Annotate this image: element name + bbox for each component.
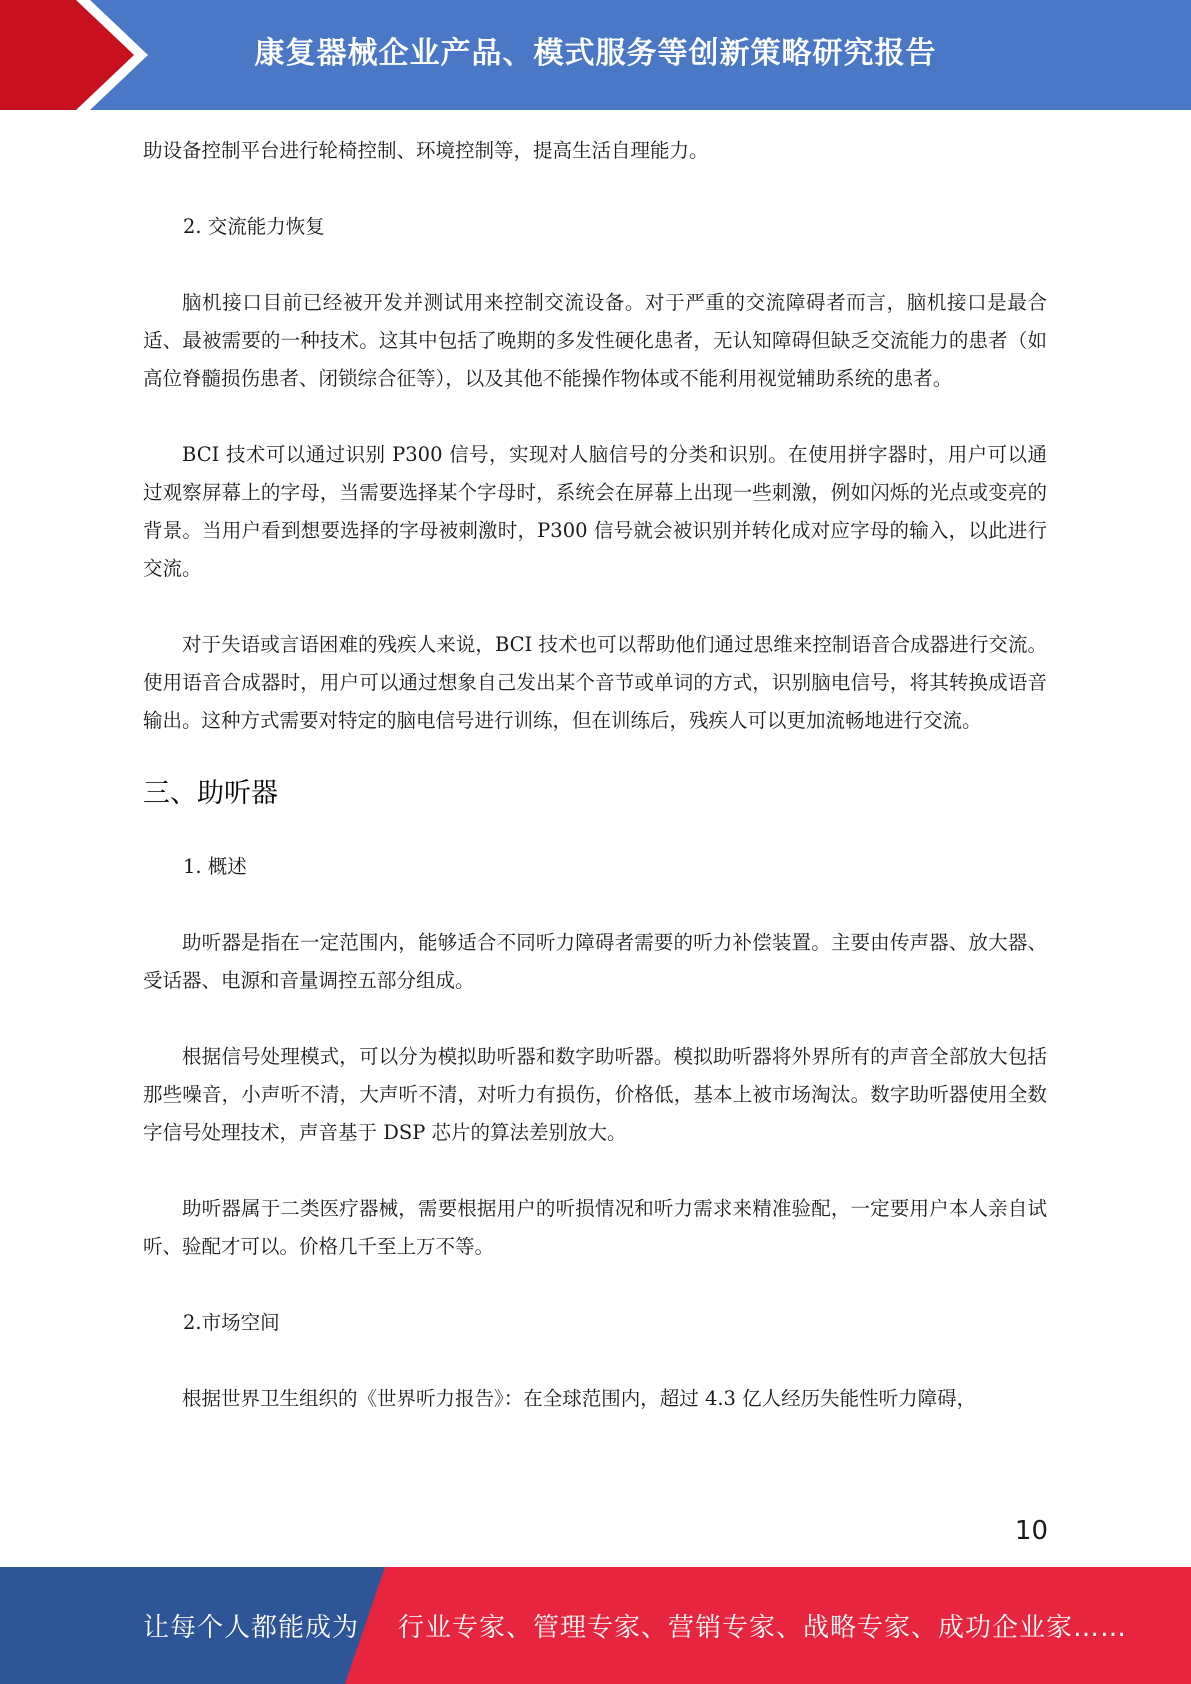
subheading-communication: 2. 交流能力恢复 [183,215,325,238]
page-header [0,0,1191,110]
page-body [143,132,1047,1418]
paragraph: 助设备控制平台进行轮椅控制、环境控制等，提高生活自理能力。 [143,139,709,162]
subheading-overview: 1. 概述 [183,855,247,878]
paragraph: 助听器属于二类医疗器械，需要根据用户的听损情况和听力需求来精准验配，一定要用户本人亲自试听、验配才可以。价格几千至上万不等。 [143,1197,1047,1258]
page-number: 10 [1014,1516,1048,1546]
paragraph: 根据世界卫生组织的《世界听力报告》：在全球范围内，超过 4.3 亿人经历失能性听力障碍， [182,1387,977,1410]
paragraph: 根据信号处理模式，可以分为模拟助听器和数字助听器。模拟助听器将外界所有的声音全部放大包括那些噪音，小声听不清，大声听不清，对听力有损伤，价格低，基本上被市场淘汰。数字助听器使用全数字信号处理技术，声音基于 DSP 芯片的算法差别放大。 [143,1045,1047,1144]
paragraph: 脑机接口目前已经被开发并测试用来控制交流设备。对于严重的交流障碍者而言，脑机接口是最合适、最被需要的一种技术。这其中包括了晚期的多发性硬化患者，无认知障碍但缺乏交流能力的患者（如高位脊髓损伤患者、闭锁综合征等），以及其他不能操作物体或不能利用视觉辅助系统的患者。 [143,291,1047,390]
subheading-market: 2.市场空间 [183,1311,280,1334]
footer-slogan-left: 让每个人都能成为 [143,1613,360,1643]
paragraph: BCI 技术可以通过识别 P300 信号，实现对人脑信号的分类和识别。在使用拼字器时，用户可以通过观察屏幕上的字母，当需要选择某个字母时，系统会在屏幕上出现一些刺激，例如闪烁的光点或变亮的背景。当用户看到想要选择的字母被刺激时，P300 信号就会被识别并转化成对应字母的输入，以此进行交流。 [143,443,1047,580]
section-title-hearing-aid: 三、助听器 [143,778,278,809]
footer-slogan-right: 行业专家、管理专家、营销专家、战略专家、成功企业家…… [398,1613,1128,1643]
paragraph: 对于失语或言语困难的残疾人来说，BCI 技术也可以帮助他们通过思维来控制语音合成器进行交流。使用语音合成器时，用户可以通过想象自己发出某个音节或单词的方式，识别脑电信号，将其转换成语音输出。这种方式需要对特定的脑电信号进行训练，但在训练后，残疾人可以更加流畅地进行交流。 [143,633,1047,732]
paragraph: 助听器是指在一定范围内，能够适合不同听力障碍者需要的听力补偿装置。主要由传声器、放大器、受话器、电源和音量调控五部分组成。 [143,931,1047,992]
report-title: 康复器械企业产品、模式服务等创新策略研究报告 [254,36,937,71]
page-footer [0,1567,1191,1684]
